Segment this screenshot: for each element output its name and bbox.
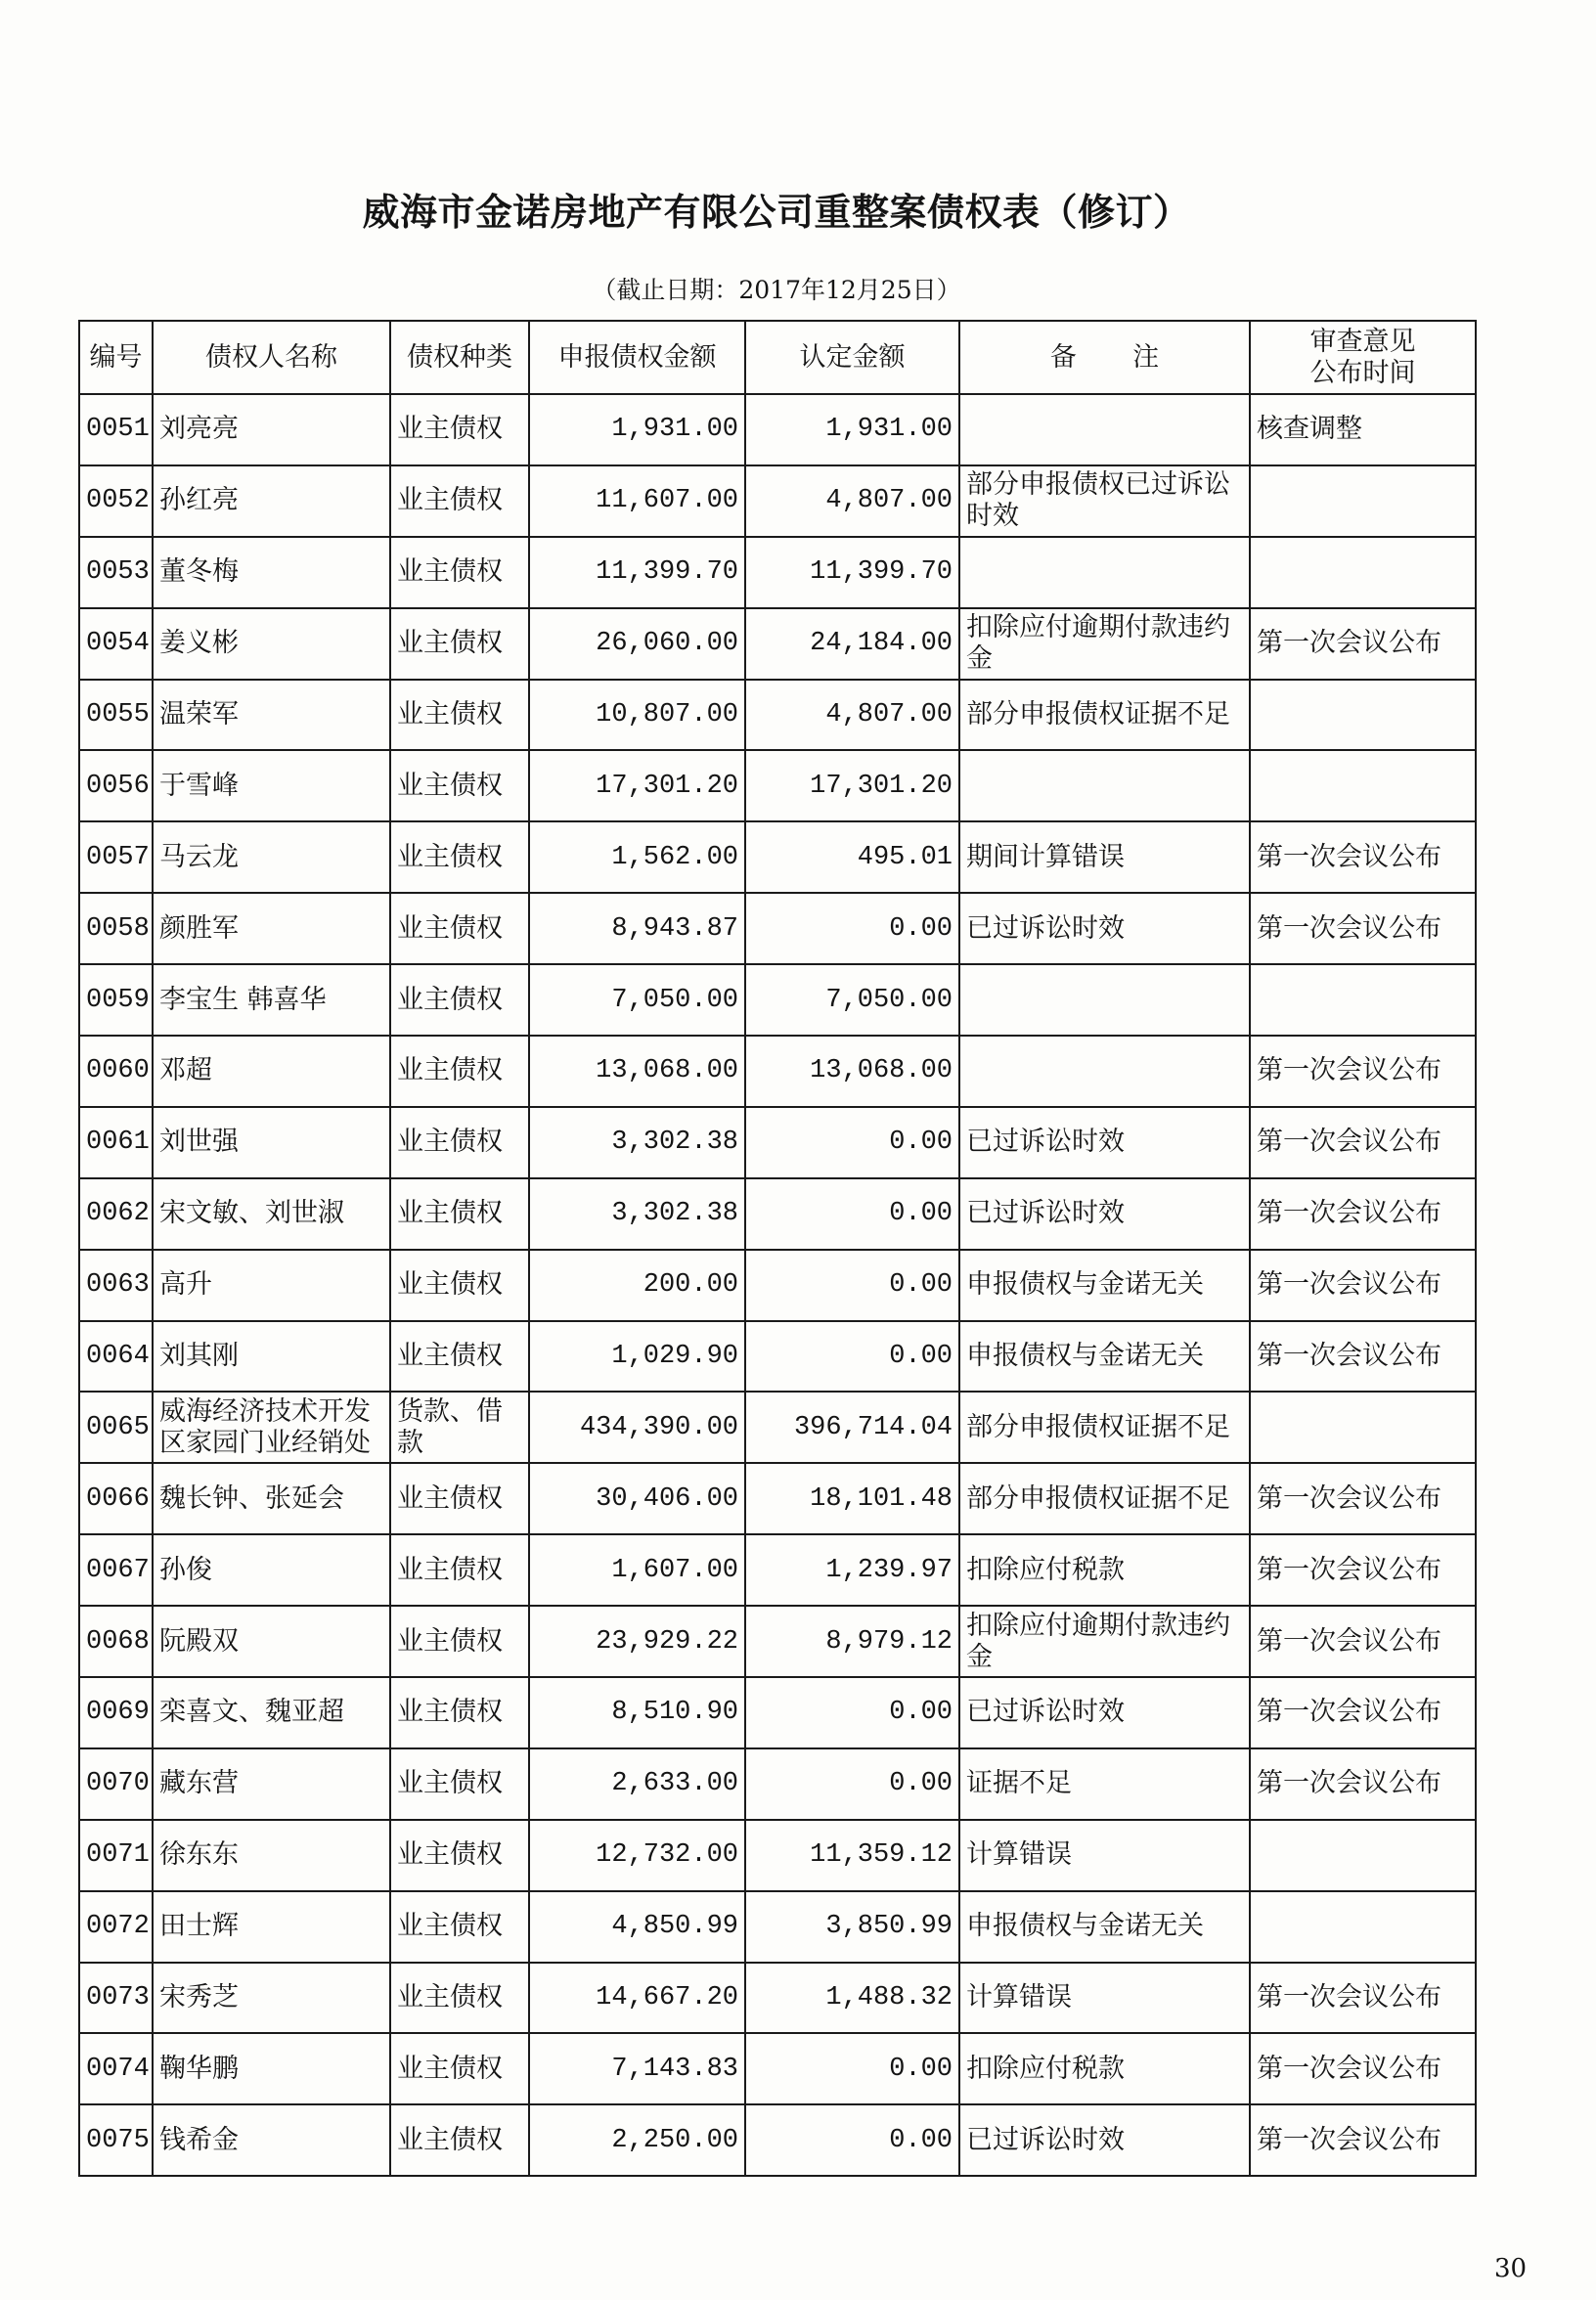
cell-claim-type: 业主债权 <box>390 750 529 821</box>
table-row <box>79 1963 1476 2034</box>
cell-confirmed-amount: 1,239.97 <box>745 1534 959 1606</box>
cell-id: 0062 <box>79 1178 153 1250</box>
cell-claim-type: 业主债权 <box>390 1250 529 1321</box>
cell-creditor-name: 于雪峰 <box>153 750 390 821</box>
cell-review-publication: 第一次会议公布 <box>1250 1178 1476 1250</box>
cell-review-publication: 第一次会议公布 <box>1250 893 1476 964</box>
cell-review-publication <box>1250 1891 1476 1963</box>
cell-remark: 部分申报债权已过诉讼时效 <box>959 465 1250 537</box>
cell-remark: 扣除应付逾期付款违约金 <box>959 1606 1250 1677</box>
cell-declared-amount: 2,633.00 <box>529 1748 745 1820</box>
cell-declared-amount: 2,250.00 <box>529 2104 745 2176</box>
cell-claim-type: 业主债权 <box>390 680 529 751</box>
header-creditor-name: 债权人名称 <box>153 321 390 394</box>
cell-remark: 已过诉讼时效 <box>959 893 1250 964</box>
cell-id: 0054 <box>79 608 153 680</box>
cell-claim-type: 业主债权 <box>390 1321 529 1393</box>
cell-claim-type: 业主债权 <box>390 1036 529 1107</box>
header-review-line2: 公布时间 <box>1309 357 1416 388</box>
cell-remark: 已过诉讼时效 <box>959 1178 1250 1250</box>
cell-review-publication: 第一次会议公布 <box>1250 1606 1476 1677</box>
cell-declared-amount: 17,301.20 <box>529 750 745 821</box>
cell-declared-amount: 200.00 <box>529 1250 745 1321</box>
cell-id: 0070 <box>79 1748 153 1820</box>
cell-confirmed-amount: 0.00 <box>745 1677 959 1748</box>
cell-declared-amount: 3,302.38 <box>529 1178 745 1250</box>
table-row <box>79 1321 1476 1393</box>
cell-claim-type: 业主债权 <box>390 608 529 680</box>
cell-remark: 计算错误 <box>959 1963 1250 2034</box>
page-number: 30 <box>1494 2254 1528 2283</box>
table-row <box>79 1107 1476 1178</box>
cell-remark <box>959 1036 1250 1107</box>
cell-declared-amount: 8,510.90 <box>529 1677 745 1748</box>
cell-remark: 扣除应付税款 <box>959 2033 1250 2104</box>
cell-creditor-name: 高升 <box>153 1250 390 1321</box>
cell-id: 0075 <box>79 2104 153 2176</box>
cell-creditor-name: 威海经济技术开发区家园门业经销处 <box>153 1392 390 1463</box>
cell-remark: 期间计算错误 <box>959 821 1250 893</box>
cell-id: 0071 <box>79 1820 153 1891</box>
cell-id: 0060 <box>79 1036 153 1107</box>
cell-declared-amount: 10,807.00 <box>529 680 745 751</box>
cell-claim-type: 业主债权 <box>390 1463 529 1534</box>
cell-review-publication: 第一次会议公布 <box>1250 1463 1476 1534</box>
cell-confirmed-amount: 8,979.12 <box>745 1606 959 1677</box>
cell-review-publication <box>1250 750 1476 821</box>
cell-claim-type: 业主债权 <box>390 1606 529 1677</box>
cell-remark: 申报债权与金诺无关 <box>959 1250 1250 1321</box>
cell-id: 0059 <box>79 964 153 1036</box>
cell-declared-amount: 11,607.00 <box>529 465 745 537</box>
cell-creditor-name: 李宝生 韩喜华 <box>153 964 390 1036</box>
header-id: 编号 <box>79 321 153 394</box>
cell-confirmed-amount: 0.00 <box>745 1178 959 1250</box>
cell-confirmed-amount: 7,050.00 <box>745 964 959 1036</box>
header-row <box>79 321 1476 394</box>
cell-remark: 扣除应付逾期付款违约金 <box>959 608 1250 680</box>
cell-declared-amount: 1,562.00 <box>529 821 745 893</box>
cell-review-publication <box>1250 1820 1476 1891</box>
cell-declared-amount: 23,929.22 <box>529 1606 745 1677</box>
cell-creditor-name: 马云龙 <box>153 821 390 893</box>
claims-table <box>78 320 1477 2177</box>
cell-confirmed-amount: 0.00 <box>745 893 959 964</box>
cell-confirmed-amount: 24,184.00 <box>745 608 959 680</box>
cell-id: 0066 <box>79 1463 153 1534</box>
cell-id: 0061 <box>79 1107 153 1178</box>
header-review-publication <box>1250 321 1476 394</box>
cell-confirmed-amount: 4,807.00 <box>745 465 959 537</box>
cell-remark: 计算错误 <box>959 1820 1250 1891</box>
cell-declared-amount: 26,060.00 <box>529 608 745 680</box>
cell-claim-type: 业主债权 <box>390 537 529 608</box>
header-review-line1: 审查意见 <box>1309 326 1416 357</box>
cell-claim-type: 业主债权 <box>390 964 529 1036</box>
cell-creditor-name: 徐东东 <box>153 1820 390 1891</box>
cell-remark <box>959 750 1250 821</box>
cell-id: 0052 <box>79 465 153 537</box>
cell-id: 0053 <box>79 537 153 608</box>
table-row <box>79 2104 1476 2176</box>
cell-remark: 证据不足 <box>959 1748 1250 1820</box>
table-row <box>79 750 1476 821</box>
cell-id: 0064 <box>79 1321 153 1393</box>
cell-review-publication: 第一次会议公布 <box>1250 1748 1476 1820</box>
cell-id: 0055 <box>79 680 153 751</box>
cell-claim-type: 业主债权 <box>390 2104 529 2176</box>
cell-review-publication: 第一次会议公布 <box>1250 821 1476 893</box>
cell-review-publication: 第一次会议公布 <box>1250 1107 1476 1178</box>
document-title: 威海市金诺房地产有限公司重整案债权表（修订） <box>362 190 1191 234</box>
cell-creditor-name: 姜义彬 <box>153 608 390 680</box>
cell-confirmed-amount: 0.00 <box>745 1250 959 1321</box>
table-row <box>79 680 1476 751</box>
cell-claim-type: 业主债权 <box>390 1107 529 1178</box>
cell-claim-type: 业主债权 <box>390 1534 529 1606</box>
cell-confirmed-amount: 0.00 <box>745 2033 959 2104</box>
cell-claim-type: 业主债权 <box>390 1677 529 1748</box>
cell-creditor-name: 董冬梅 <box>153 537 390 608</box>
cell-confirmed-amount: 18,101.48 <box>745 1463 959 1534</box>
table-row <box>79 1178 1476 1250</box>
table-row <box>79 1534 1476 1606</box>
table-row <box>79 1820 1476 1891</box>
table-row <box>79 1463 1476 1534</box>
cell-creditor-name: 栾喜文、魏亚超 <box>153 1677 390 1748</box>
cell-id: 0067 <box>79 1534 153 1606</box>
table-row <box>79 608 1476 680</box>
cell-claim-type: 业主债权 <box>390 821 529 893</box>
cell-declared-amount: 8,943.87 <box>529 893 745 964</box>
cell-creditor-name: 孙俊 <box>153 1534 390 1606</box>
cell-confirmed-amount: 0.00 <box>745 1321 959 1393</box>
cell-declared-amount: 7,143.83 <box>529 2033 745 2104</box>
cell-review-publication: 第一次会议公布 <box>1250 2104 1476 2176</box>
cell-creditor-name: 刘世强 <box>153 1107 390 1178</box>
cell-confirmed-amount: 396,714.04 <box>745 1392 959 1463</box>
cell-creditor-name: 颜胜军 <box>153 893 390 964</box>
cell-review-publication: 第一次会议公布 <box>1250 1321 1476 1393</box>
cell-creditor-name: 温荣军 <box>153 680 390 751</box>
header-confirmed-amount: 认定金额 <box>745 321 959 394</box>
cell-declared-amount: 1,607.00 <box>529 1534 745 1606</box>
cell-review-publication <box>1250 680 1476 751</box>
cell-review-publication <box>1250 1392 1476 1463</box>
cell-review-publication: 第一次会议公布 <box>1250 1963 1476 2034</box>
cell-confirmed-amount: 3,850.99 <box>745 1891 959 1963</box>
cell-id: 0073 <box>79 1963 153 2034</box>
table-row <box>79 1250 1476 1321</box>
cell-review-publication: 第一次会议公布 <box>1250 1250 1476 1321</box>
header-remark: 备 注 <box>959 321 1250 394</box>
cell-declared-amount: 30,406.00 <box>529 1463 745 1534</box>
cell-review-publication: 第一次会议公布 <box>1250 1677 1476 1748</box>
cell-declared-amount: 4,850.99 <box>529 1891 745 1963</box>
cell-review-publication: 第一次会议公布 <box>1250 1534 1476 1606</box>
cell-id: 0072 <box>79 1891 153 1963</box>
cell-creditor-name: 刘其刚 <box>153 1321 390 1393</box>
cell-id: 0056 <box>79 750 153 821</box>
cell-id: 0058 <box>79 893 153 964</box>
cell-creditor-name: 刘亮亮 <box>153 394 390 465</box>
cell-claim-type: 业主债权 <box>390 465 529 537</box>
cell-remark: 部分申报债权证据不足 <box>959 680 1250 751</box>
cell-creditor-name: 藏东营 <box>153 1748 390 1820</box>
cell-remark: 扣除应付税款 <box>959 1534 1250 1606</box>
cell-declared-amount: 3,302.38 <box>529 1107 745 1178</box>
cell-confirmed-amount: 17,301.20 <box>745 750 959 821</box>
cell-id: 0069 <box>79 1677 153 1748</box>
cell-creditor-name: 邓超 <box>153 1036 390 1107</box>
cell-confirmed-amount: 11,359.12 <box>745 1820 959 1891</box>
cell-creditor-name: 魏长钟、张延会 <box>153 1463 390 1534</box>
cell-remark: 已过诉讼时效 <box>959 2104 1250 2176</box>
cell-creditor-name: 鞠华鹏 <box>153 2033 390 2104</box>
cell-claim-type: 业主债权 <box>390 893 529 964</box>
cell-review-publication: 核查调整 <box>1250 394 1476 465</box>
table-row <box>79 1392 1476 1463</box>
cell-remark: 申报债权与金诺无关 <box>959 1891 1250 1963</box>
cell-creditor-name: 宋秀芝 <box>153 1963 390 2034</box>
cell-confirmed-amount: 13,068.00 <box>745 1036 959 1107</box>
cell-remark: 申报债权与金诺无关 <box>959 1321 1250 1393</box>
cell-confirmed-amount: 0.00 <box>745 2104 959 2176</box>
cell-creditor-name: 孙红亮 <box>153 465 390 537</box>
cell-confirmed-amount: 1,931.00 <box>745 394 959 465</box>
table-row <box>79 964 1476 1036</box>
cell-creditor-name: 阮殿双 <box>153 1606 390 1677</box>
cell-remark: 部分申报债权证据不足 <box>959 1463 1250 1534</box>
cell-confirmed-amount: 0.00 <box>745 1748 959 1820</box>
cell-id: 0051 <box>79 394 153 465</box>
table-row <box>79 394 1476 465</box>
cell-declared-amount: 7,050.00 <box>529 964 745 1036</box>
cell-id: 0057 <box>79 821 153 893</box>
cell-creditor-name: 田士辉 <box>153 1891 390 1963</box>
cell-review-publication: 第一次会议公布 <box>1250 2033 1476 2104</box>
cell-remark <box>959 394 1250 465</box>
table-body <box>79 394 1476 2176</box>
table-row <box>79 1748 1476 1820</box>
cell-declared-amount: 1,931.00 <box>529 394 745 465</box>
table-row <box>79 893 1476 964</box>
cell-claim-type: 业主债权 <box>390 1891 529 1963</box>
cell-id: 0065 <box>79 1392 153 1463</box>
table-header <box>79 321 1476 394</box>
cell-claim-type: 业主债权 <box>390 1178 529 1250</box>
table-row <box>79 1677 1476 1748</box>
cell-declared-amount: 1,029.90 <box>529 1321 745 1393</box>
cell-creditor-name: 宋文敏、刘世淑 <box>153 1178 390 1250</box>
cell-confirmed-amount: 11,399.70 <box>745 537 959 608</box>
cell-remark: 已过诉讼时效 <box>959 1677 1250 1748</box>
cell-claim-type: 货款、借款 <box>390 1392 529 1463</box>
document-subtitle: （截止日期：2017年12月25日） <box>592 276 961 304</box>
table-row <box>79 1891 1476 1963</box>
header-declared-amount: 申报债权金额 <box>529 321 745 394</box>
cell-declared-amount: 11,399.70 <box>529 537 745 608</box>
cell-review-publication <box>1250 537 1476 608</box>
cell-claim-type: 业主债权 <box>390 1748 529 1820</box>
cell-confirmed-amount: 4,807.00 <box>745 680 959 751</box>
cell-declared-amount: 13,068.00 <box>529 1036 745 1107</box>
table-row <box>79 1606 1476 1677</box>
cell-remark <box>959 964 1250 1036</box>
cell-claim-type: 业主债权 <box>390 1963 529 2034</box>
cell-review-publication <box>1250 964 1476 1036</box>
cell-confirmed-amount: 495.01 <box>745 821 959 893</box>
table-row <box>79 465 1476 537</box>
cell-id: 0068 <box>79 1606 153 1677</box>
cell-id: 0074 <box>79 2033 153 2104</box>
header-claim-type: 债权种类 <box>390 321 529 394</box>
cell-claim-type: 业主债权 <box>390 394 529 465</box>
cell-remark: 部分申报债权证据不足 <box>959 1392 1250 1463</box>
cell-claim-type: 业主债权 <box>390 2033 529 2104</box>
cell-review-publication: 第一次会议公布 <box>1250 1036 1476 1107</box>
cell-confirmed-amount: 0.00 <box>745 1107 959 1178</box>
table-row <box>79 1036 1476 1107</box>
table-row <box>79 537 1476 608</box>
table-row <box>79 821 1476 893</box>
cell-declared-amount: 434,390.00 <box>529 1392 745 1463</box>
cell-review-publication <box>1250 465 1476 537</box>
cell-remark: 已过诉讼时效 <box>959 1107 1250 1178</box>
cell-remark <box>959 537 1250 608</box>
cell-confirmed-amount: 1,488.32 <box>745 1963 959 2034</box>
cell-declared-amount: 14,667.20 <box>529 1963 745 2034</box>
cell-id: 0063 <box>79 1250 153 1321</box>
cell-declared-amount: 12,732.00 <box>529 1820 745 1891</box>
cell-claim-type: 业主债权 <box>390 1820 529 1891</box>
cell-review-publication: 第一次会议公布 <box>1250 608 1476 680</box>
cell-creditor-name: 钱希金 <box>153 2104 390 2176</box>
table-row <box>79 2033 1476 2104</box>
